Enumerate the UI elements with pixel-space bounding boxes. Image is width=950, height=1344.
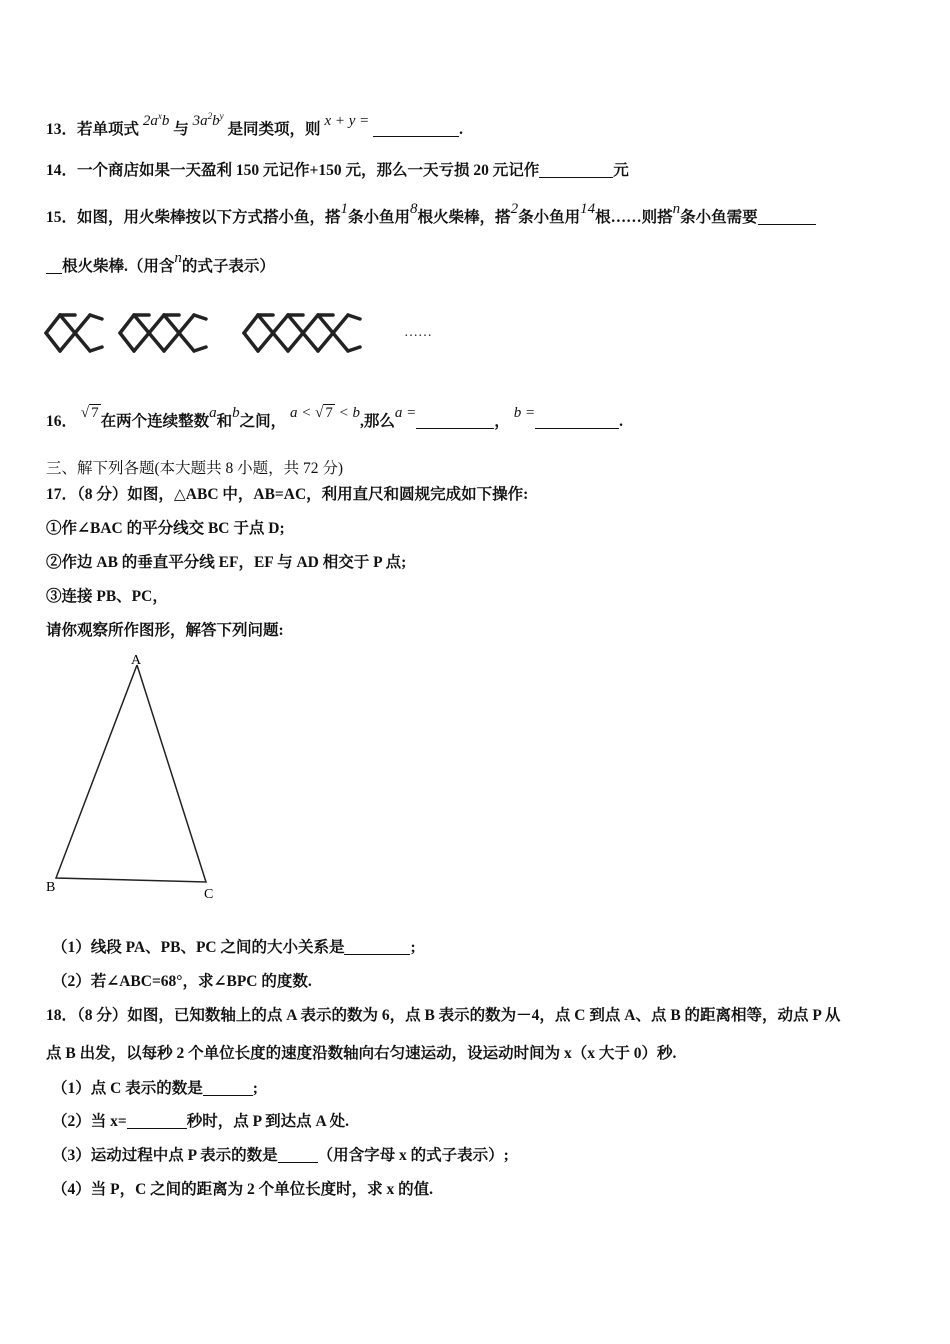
question-18-sub3: （3）运动过程中点 P 表示的数是 （用含字母 x 的式子表示）; xyxy=(52,1147,509,1164)
math-2axb: $2a^xb$ xyxy=(142,111,170,129)
answer-blank-14[interactable] xyxy=(539,162,613,178)
answer-blank-18-1[interactable] xyxy=(203,1080,253,1096)
question-18-intro-1: 18．（8 分）如图，已知数轴上的点 A 表示的数为 6，点 B 表示的数为－4，点 C 到点 A、点 B 的距离相等，动点 P 从 xyxy=(46,1007,841,1024)
question-17-sub1: （1）线段 PA、PB、PC 之间的大小关系是 ; xyxy=(52,939,416,956)
matchstick xyxy=(348,347,360,351)
matchstick xyxy=(90,347,102,351)
question-15-line2: 根火柴棒.（用含n的式子表示） xyxy=(46,256,275,278)
question-17-intro: 17．（8 分）如图，△ABC 中，AB=AC，利用直尺和圆规完成如下操作: xyxy=(46,486,529,503)
question-17-step1: ①作∠BAC 的平分线交 BC 于点 D; xyxy=(46,520,285,537)
section-3-heading: 三、解下列各题(本大题共 8 小题，共 72 分) xyxy=(46,460,344,477)
math-3a2by: $3a^2b^y$ xyxy=(192,111,224,129)
matchstick xyxy=(348,315,360,319)
matchstick xyxy=(46,333,60,351)
answer-blank-16b[interactable] xyxy=(535,413,619,429)
question-17-step2: ②作边 AB 的垂直平分线 EF，EF 与 AD 相交于 P 点; xyxy=(46,554,407,571)
answer-blank-15[interactable] xyxy=(758,209,816,225)
answer-blank-13[interactable] xyxy=(373,121,459,137)
answer-blank-18-3[interactable] xyxy=(278,1147,318,1163)
fish-ellipsis: …… xyxy=(404,325,432,340)
question-18-sub4: （4）当 P，C 之间的距离为 2 个单位长度时，求 x 的值. xyxy=(52,1181,434,1198)
matchstick xyxy=(120,315,134,333)
question-18-sub2: （2）当 x= 秒时，点 P 到达点 A 处. xyxy=(52,1113,350,1130)
math-x-plus-y: x + y = xyxy=(324,113,370,129)
answer-blank-16a[interactable] xyxy=(416,413,494,429)
question-18-intro-2: 点 B 出发，以每秒 2 个单位长度的速度沿数轴向右匀速运动，设运动时间为 x（x 大于 0）秒. xyxy=(46,1045,677,1062)
question-14: 14．一个商店如果一天盈利 150 元记作+150 元，那么一天亏损 20 元记作 元 xyxy=(46,162,629,179)
matchstick xyxy=(90,315,102,319)
math-sqrt7: √ 7 xyxy=(80,405,99,421)
question-17-sub2: （2）若∠ABC=68°，求∠BPC 的度数. xyxy=(52,973,312,990)
matchstick xyxy=(120,333,134,351)
math-inequality: a < √ 7 < b xyxy=(290,405,361,421)
question-17-step3: ③连接 PB、PC， xyxy=(46,588,168,605)
label-b: B xyxy=(46,880,56,895)
triangle-abc xyxy=(56,665,206,882)
triangle-abc-figure xyxy=(40,648,240,908)
label-c: C xyxy=(204,887,214,902)
question-17-ask: 请你观察所作图形，解答下列问题: xyxy=(46,622,284,639)
question-15: 15．如图，用火柴棒按以下方式搭小鱼，搭1条小鱼用8根火柴棒，搭2条小鱼用14根……则搭n条小鱼需要 xyxy=(46,207,816,229)
matchstick xyxy=(244,315,258,333)
answer-blank-18-2[interactable] xyxy=(127,1113,187,1129)
answer-blank-17-1[interactable] xyxy=(344,939,410,955)
label-a: A xyxy=(131,653,142,668)
question-16: 16． √ 7 在两个连续整数a和b之间， a < √ 7 < b,那么a = ， b = . xyxy=(46,405,623,430)
question-13: 13．若单项式 $2a^xb$ 与 $3a^2b^y$ 是同类项，则 x + y = . xyxy=(46,111,463,138)
matchstick-fish-figure xyxy=(44,300,464,366)
question-18-sub1: （1）点 C 表示的数是 ; xyxy=(52,1080,258,1097)
matchstick xyxy=(194,315,206,319)
matchstick xyxy=(194,347,206,351)
matchstick xyxy=(46,315,60,333)
matchstick xyxy=(244,333,258,351)
